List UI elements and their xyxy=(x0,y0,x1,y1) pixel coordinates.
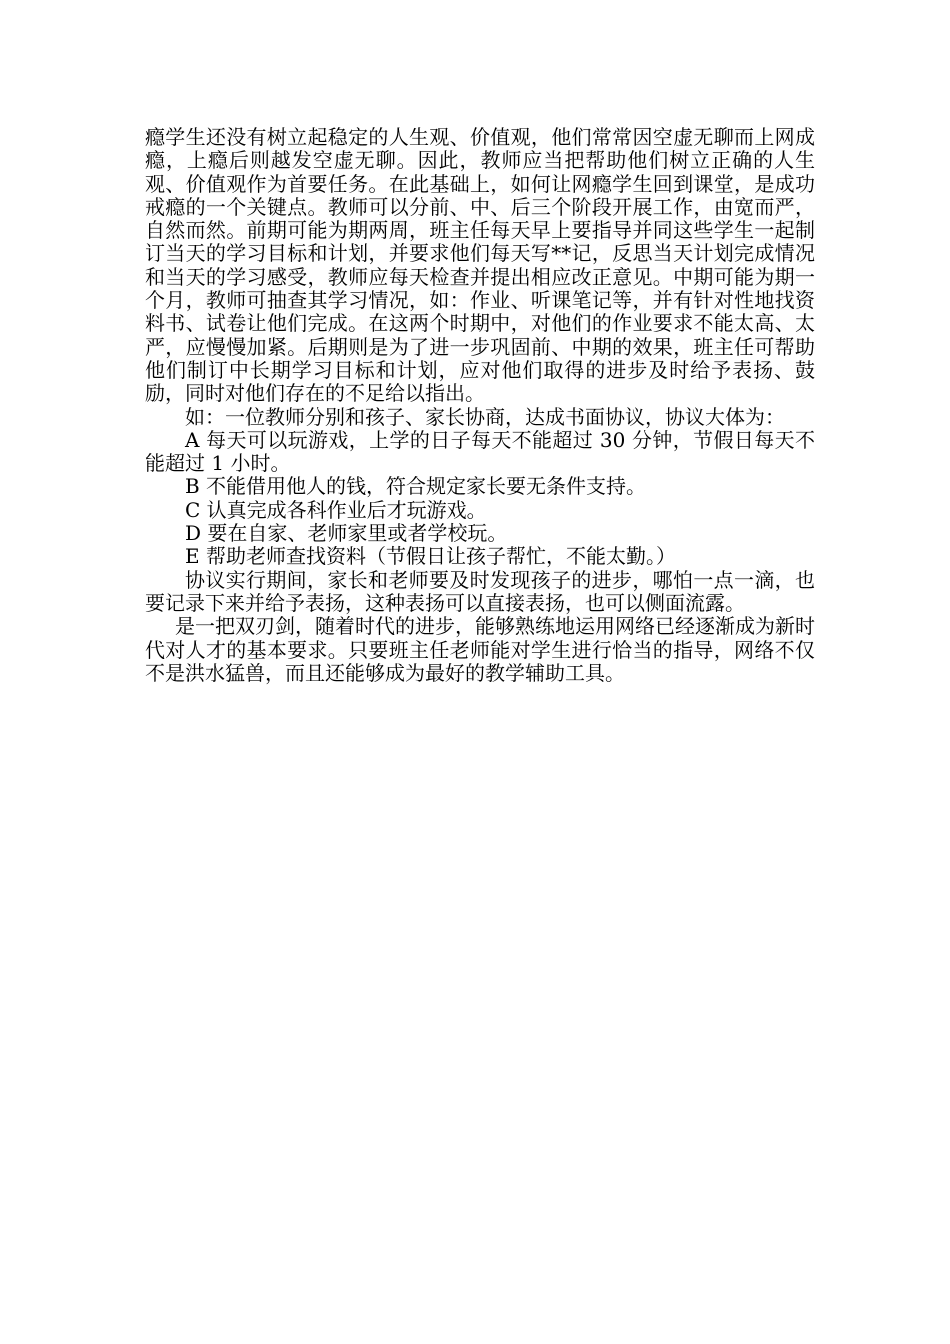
agreement-item-a: A 每天可以玩游戏，上学的日子每天不能超过 30 分钟，节假日每天不能超过 1 小时。 xyxy=(145,427,815,476)
paragraph-conclusion: 是一把双刃剑，随着时代的进步，能够熟练地运用网络已经逐渐成为新时代对人才的基本要求。只要班主任老师能对学生进行恰当的指导，网络不仅不是洪水猛兽，而且还能够成为最好的教学辅助工具。 xyxy=(145,614,815,685)
paragraph-example: 如：一位教师分别和孩子、家长协商，达成书面协议，协议大体为： xyxy=(185,404,785,429)
agreement-item-e: E 帮助老师查找资料（节假日让孩子帮忙，不能太勤。） xyxy=(185,544,676,569)
paragraph-intro: 瘾学生还没有树立起稳定的人生观、价值观，他们常常因空虚无聊而上网成瘾，上瘾后则越发空虚无聊。因此，教师应当把帮助他们树立正确的人生观、价值观作为首要任务。在此基础上，如何让网瘾学生回到课堂，是成功戒瘾的一个关键点。教师可以分前、中、后三个阶段开展工作，由宽而严，自然而然。前期可能为期两周，班主任每天早上要指导并同这些学生一起制订当天的学习目标和计划，并要求他们每天写**记，反思当天计划完成情况和当天的学习感受，教师应每天检查并提出相应改正意见。中期可能为期一个月，教师可抽查其学习情况，如：作业、听课笔记等，并有针对性地找资料书、试卷让他们完成。在这两个时期中，对他们的作业要求不能太高、太严，应慢慢加紧。后期则是为了进一步巩固前、中期的效果，班主任可帮助他们制订中长期学习目标和计划，应对他们取得的进步及时给予表扬、鼓励，同时对他们存在的不足给以指出。 xyxy=(145,125,815,406)
agreement-item-b: B 不能借用他人的钱，符合规定家长要无条件支持。 xyxy=(185,474,647,499)
agreement-item-c: C 认真完成各科作业后才玩游戏。 xyxy=(185,497,487,522)
paragraph-implementation: 协议实行期间，家长和老师要及时发现孩子的进步，哪怕一点一滴，也要记录下来并给予表扬，这种表扬可以直接表扬，也可以侧面流露。 xyxy=(145,567,815,615)
document-body xyxy=(145,126,815,685)
agreement-item-d: D 要在自家、老师家里或者学校玩。 xyxy=(185,521,508,546)
